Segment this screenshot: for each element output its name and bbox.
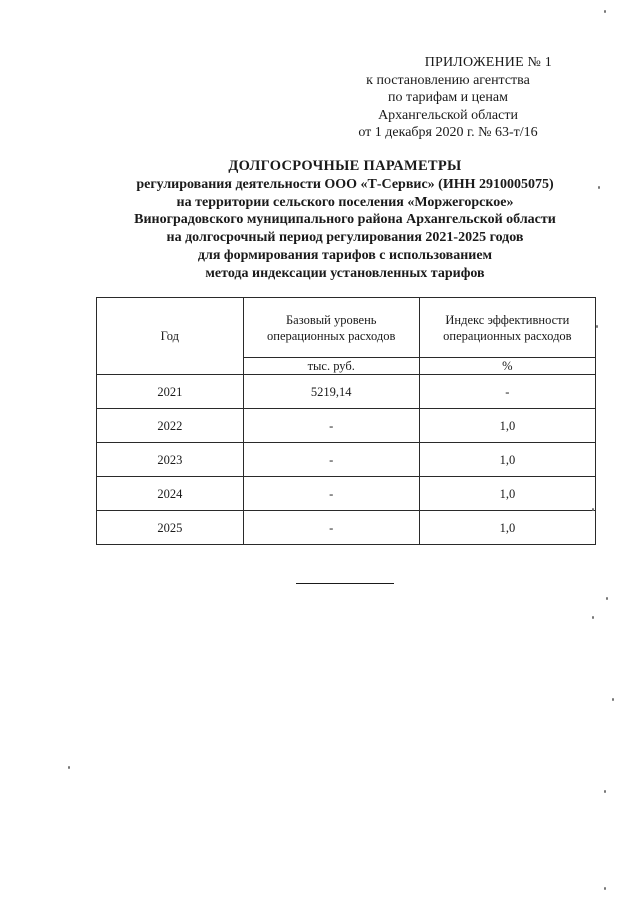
scan-speck: [604, 790, 606, 793]
appendix-line: к постановлению агентства: [366, 72, 530, 88]
header-year: Год: [97, 298, 244, 375]
unit-base-level: тыс. руб.: [243, 358, 419, 375]
header-base-level: Базовый уровень операционных расходов: [243, 298, 419, 358]
cell-year: 2021: [97, 375, 244, 409]
scan-speck: [606, 597, 608, 600]
cell-year: 2024: [97, 477, 244, 511]
document-title: ДОЛГОСРОЧНЫЕ ПАРАМЕТРЫ: [228, 158, 462, 174]
scan-speck: [592, 616, 594, 619]
cell-efficiency-index: 1,0: [419, 477, 595, 511]
end-separator-line: [296, 583, 394, 584]
cell-base-level: -: [243, 409, 419, 443]
table-row: [97, 375, 596, 409]
scan-speck: [68, 766, 70, 769]
parameters-table: [96, 297, 596, 545]
appendix-block: [298, 54, 558, 142]
cell-year: 2025: [97, 511, 244, 545]
heading-line: для формирования тарифов с использованием: [197, 247, 493, 263]
header-efficiency-index: Индекс эффективности операционных расходов: [419, 298, 595, 358]
heading-line: на долгосрочный период регулирования 2021-2025 годов: [166, 230, 524, 246]
cell-efficiency-index: 1,0: [419, 443, 595, 477]
cell-year: 2023: [97, 443, 244, 477]
appendix-line: по тарифам и ценам: [388, 90, 508, 105]
table-row: [97, 511, 596, 545]
scan-speck: [592, 508, 594, 511]
cell-year: 2022: [97, 409, 244, 443]
cell-efficiency-index: -: [419, 375, 595, 409]
scan-speck: [598, 186, 600, 189]
cell-base-level: -: [243, 477, 419, 511]
appendix-line: Архангельской области: [378, 107, 518, 123]
heading-line: на территории сельского поселения «Моржегорское»: [176, 194, 514, 210]
unit-efficiency-index: %: [419, 358, 595, 375]
table-row: [97, 443, 596, 477]
scan-speck: [604, 887, 606, 890]
heading-line: метода индексации установленных тарифов: [205, 265, 485, 281]
cell-base-level: -: [243, 511, 419, 545]
table-row: [97, 409, 596, 443]
heading-line: Виноградовского муниципального района Архангельской области: [134, 212, 556, 228]
heading-line: регулирования деятельности ООО «Т-Сервис» (ИНН 2910005075): [136, 176, 554, 192]
appendix-line: от 1 декабря 2020 г. № 63-т/16: [358, 125, 538, 140]
scan-speck: [604, 10, 606, 13]
table-header-row: [97, 298, 596, 358]
cell-efficiency-index: 1,0: [419, 511, 595, 545]
cell-base-level: -: [243, 443, 419, 477]
scan-speck: [612, 698, 614, 701]
document-heading: [90, 158, 600, 283]
scan-speck: [596, 325, 598, 328]
cell-base-level: 5219,14: [243, 375, 419, 409]
cell-efficiency-index: 1,0: [419, 409, 595, 443]
appendix-title: ПРИЛОЖЕНИЕ № 1: [424, 55, 552, 70]
table-row: [97, 477, 596, 511]
